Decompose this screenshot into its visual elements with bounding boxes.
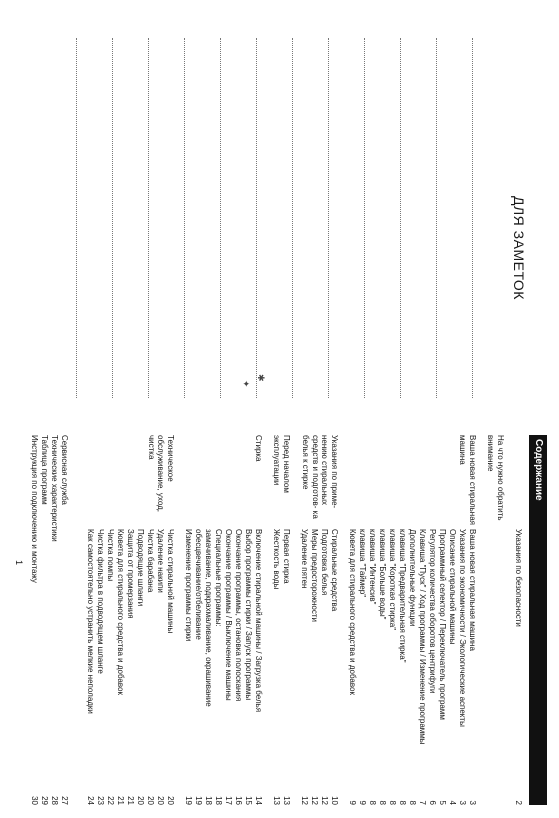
contents-entry-page: 23 <box>96 796 105 805</box>
contents-entry-page: 19 <box>184 796 193 805</box>
contents-entry-title: клавиша "Предварительная стирка" <box>398 529 407 663</box>
contents-entry <box>125 529 135 805</box>
contents-entry <box>367 529 377 805</box>
contents-entry-page: 7 <box>418 800 427 805</box>
contents-entry <box>407 529 417 805</box>
contents-entry <box>427 529 437 805</box>
contents-entry-title: Удаление пятен <box>300 529 309 589</box>
notes-title: ДЛЯ ЗАМЕТОК <box>511 196 527 300</box>
contents-entry-title: Окончание программы, остановка полоскания <box>234 529 243 702</box>
contents-entry <box>183 529 193 805</box>
contents-entry-title: Чистка фильтра в подводящем шланге <box>96 529 105 674</box>
contents-entry-page: 2 <box>514 800 523 805</box>
contents-entry-title: Описание стиральной машины <box>448 529 457 645</box>
contents-entry <box>329 529 339 805</box>
contents-entry-page: 6 <box>428 800 437 805</box>
contents-entry <box>223 529 233 805</box>
notes-dotted-line <box>219 38 221 398</box>
contents-entry <box>49 435 59 805</box>
contents-entry-title: Стиральные средства <box>330 529 339 612</box>
contents-entry-title: Указания по экономичности / Экологические аспекты <box>458 529 467 727</box>
contents-entry-title: обесцвечивание/отбеливание <box>194 529 203 640</box>
contents-entry-page: 8 <box>398 800 407 805</box>
contents-entry-page: 8 <box>378 800 387 805</box>
contents-entry <box>467 529 477 805</box>
contents-entry <box>135 529 145 805</box>
contents-header: Содержание <box>529 435 547 805</box>
contents-entry-page: 19 <box>194 796 203 805</box>
page-number: 1 <box>14 560 24 566</box>
contents-entry <box>457 529 467 805</box>
contents-entry <box>59 435 69 805</box>
contents-entry-page: 28 <box>50 796 59 805</box>
contents-entry <box>447 529 457 805</box>
contents-entry-title: Подготовка белья <box>320 529 329 596</box>
contents-entry-page: 10 <box>330 796 339 805</box>
notes-dotted-line <box>111 38 113 398</box>
contents-entry <box>417 529 427 805</box>
contents-entry-title: Ваша новая стиральная машина <box>468 529 477 651</box>
contents-entry <box>233 529 243 805</box>
contents-entry <box>437 529 447 805</box>
contents-entry-page: 21 <box>116 796 125 805</box>
bullet-mark: ✦ <box>241 380 251 388</box>
contents-entry <box>377 529 387 805</box>
contents-entry-page: 21 <box>126 796 135 805</box>
contents-entry-page: 27 <box>60 796 69 805</box>
contents-entry-title: клавиша "Короткая стирка" <box>388 529 397 631</box>
contents-entry-title: Первая стирка <box>282 529 291 584</box>
notes-dotted-line <box>435 38 437 398</box>
contents-entry-title: Технические характеристики <box>50 435 59 542</box>
contents-entry-page: 20 <box>136 796 145 805</box>
contents-entry <box>105 529 115 805</box>
contents-entry-title: клавиша "Интенсив" <box>368 529 377 605</box>
contents-entry-title: Чистка барабана <box>146 529 155 593</box>
contents-entry-page: 18 <box>204 796 213 805</box>
contents-entry-title: Выбор программы стирки / Запуск программы <box>244 529 253 701</box>
contents-entry-page: 5 <box>438 800 447 805</box>
contents-section-heading: На что нужно обратить внимание <box>486 435 505 521</box>
contents-entry-page: 12 <box>310 796 319 805</box>
contents-entry-page: 20 <box>156 796 165 805</box>
contents-section-heading: Указания по приме- нению стиральных средств и подготов- ка белья к стирке <box>301 435 339 519</box>
contents-entry <box>309 529 319 805</box>
contents-entry-page: 22 <box>106 796 115 805</box>
contents-entry-page: 4 <box>448 800 457 805</box>
contents-entry-title: Подводящие шланги <box>136 529 145 607</box>
contents-entry <box>253 529 263 805</box>
notes-dotted-line <box>363 38 365 398</box>
contents-entry-title: Указания по безопасности <box>514 529 523 627</box>
contents-entry-title: Регулятор количества оборотов центрифуги <box>428 529 437 694</box>
contents-entry-title: Жесткость воды <box>272 529 281 590</box>
notes-dotted-line <box>291 38 293 398</box>
contents-entry-title: Чистка помпы <box>106 529 115 582</box>
contents-entry-page: 8 <box>368 800 377 805</box>
contents-entry <box>243 529 253 805</box>
notes-dotted-line <box>75 38 77 398</box>
contents-entry <box>95 529 105 805</box>
notes-dotted-line <box>399 38 401 398</box>
contents-entry <box>299 529 309 805</box>
notes-dotted-line <box>255 38 257 398</box>
contents-entry <box>155 529 165 805</box>
contents-entry-title: клавиша "Таймер" <box>358 529 367 598</box>
contents-section-heading: Ваша новая стиральная машина <box>458 435 477 525</box>
contents-entry <box>29 435 39 805</box>
contents-entry-title: Чистка стиральной машины <box>166 529 175 634</box>
contents-entry <box>165 529 175 805</box>
contents-entry <box>513 529 523 805</box>
contents-entry <box>115 529 125 805</box>
contents-entry-page: 3 <box>468 800 477 805</box>
contents-entry-title: Кювета для стирального средства и добавок <box>116 529 125 695</box>
contents-entry-page: 16 <box>234 796 243 805</box>
contents-entry <box>203 529 213 805</box>
notes-dotted-line <box>327 38 329 398</box>
contents-entry-title: Окончание программы / Выключение машины <box>224 529 233 701</box>
contents-entry-title: Программный селектор / Переключатель программ <box>438 529 447 720</box>
contents-entry <box>397 529 407 805</box>
contents-entry <box>145 529 155 805</box>
contents-entry-page: 30 <box>30 796 39 805</box>
notes-dotted-line <box>147 38 149 398</box>
contents-entry-title: Дополнительные функции <box>408 529 417 627</box>
contents-entry-page: 18 <box>214 796 223 805</box>
contents-entry <box>387 529 397 805</box>
contents-entry-page: 20 <box>166 796 175 805</box>
contents-entry-title: Кювета для стирального средства и добавок <box>348 529 357 695</box>
contents-entry-page: 13 <box>282 796 291 805</box>
contents-entry <box>281 529 291 805</box>
contents-entry-page: 3 <box>458 800 467 805</box>
contents-entry <box>319 529 329 805</box>
contents-section-heading: Техническое обслуживание, уход, чистка <box>147 435 175 512</box>
contents-entry-title: Изменение программы стирки <box>184 529 193 642</box>
contents-entry-title: Специальные программы: <box>214 529 223 627</box>
contents-entry-page: 20 <box>146 796 155 805</box>
contents-entry-page: 9 <box>358 800 367 805</box>
contents-entry-title: Как самостоятельно устранить мелкие неполадки <box>86 529 95 714</box>
contents-entry-title: Клавиша "Пуск" / Ход программы / Изменение программы <box>418 529 427 745</box>
contents-entry-title: Сервисная служба <box>60 435 69 505</box>
notes-dotted-line <box>471 38 473 398</box>
contents-entry <box>347 529 357 805</box>
table-of-contents <box>12 435 547 805</box>
contents-entry-title: Включение стиральной машины / Загрузка белья <box>254 529 263 713</box>
contents-entry-page: 14 <box>254 796 263 805</box>
contents-entry-page: 29 <box>40 796 49 805</box>
contents-entry-title: Меры предосторожности <box>310 529 319 622</box>
contents-entry-title: Инструкция по подключению и монтажу <box>30 435 39 583</box>
contents-entry-page: 15 <box>244 796 253 805</box>
contents-entry-page: 8 <box>388 800 397 805</box>
contents-entry-page: 13 <box>272 796 281 805</box>
contents-entry <box>213 529 223 805</box>
contents-entry <box>271 529 281 805</box>
contents-entry-page: 17 <box>224 796 233 805</box>
contents-section-heading: Перед началом эксплуатации <box>272 435 291 493</box>
contents-entry-title: клавиша "Больше воды" <box>378 529 387 620</box>
contents-entry-title: замачивание, подкрахмаливание, окрашивание <box>204 529 213 707</box>
contents-entry-title: Защита от промерзания <box>126 529 135 619</box>
contents-entry-page: 12 <box>300 796 309 805</box>
notes-panel <box>11 8 551 408</box>
contents-entry <box>39 435 49 805</box>
contents-entry <box>85 529 95 805</box>
contents-section-heading: Стирка <box>254 435 263 462</box>
contents-entry-page: 9 <box>348 800 357 805</box>
contents-entry-title: Таблица программ <box>40 435 49 505</box>
contents-entry-page: 24 <box>86 796 95 805</box>
contents-entry-page: 8 <box>408 800 417 805</box>
bullet-mark: ✱ <box>256 374 266 382</box>
contents-entry-title: Удаление накипи <box>156 529 165 593</box>
contents-entry <box>193 529 203 805</box>
contents-entry-page: 12 <box>320 796 329 805</box>
notes-dotted-line <box>183 38 185 398</box>
contents-entry <box>357 529 367 805</box>
